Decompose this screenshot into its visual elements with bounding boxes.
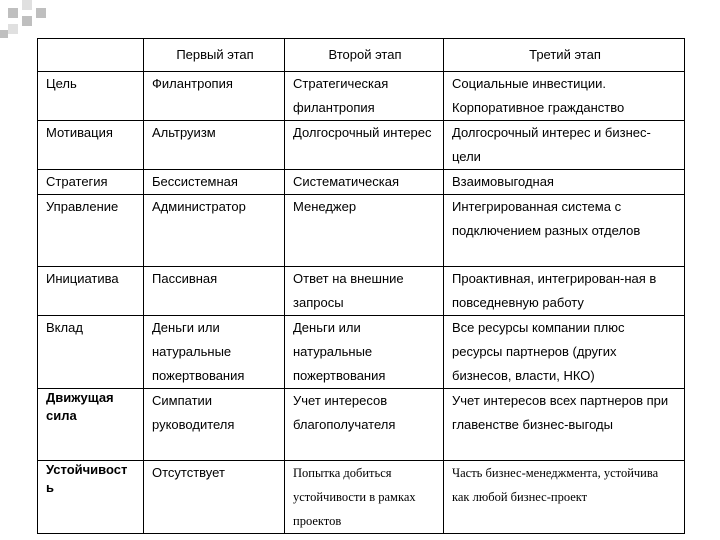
table-row xyxy=(38,72,685,121)
cell: Долгосрочный интерес и бизнес-цели xyxy=(444,121,685,170)
cell: Деньги или натуральные пожертвования xyxy=(144,316,285,389)
cell: Долгосрочный интерес xyxy=(285,121,444,170)
cell: Пассивная xyxy=(144,267,285,316)
row-label: Вклад xyxy=(38,316,144,389)
deco-square xyxy=(22,0,32,10)
cell: Ответ на внешние запросы xyxy=(285,267,444,316)
cell: Учет интересов благополучателя xyxy=(285,389,444,461)
deco-square xyxy=(8,8,18,18)
table-row xyxy=(38,461,685,534)
cell: Часть бизнес-менеджмента, устойчива как любой бизнес-проект xyxy=(444,461,685,534)
deco-square xyxy=(22,16,32,26)
row-label: Управление xyxy=(38,195,144,267)
row-label: Мотивация xyxy=(38,121,144,170)
header-row xyxy=(38,39,685,72)
header-stage-3: Третий этап xyxy=(444,39,685,72)
cell: Учет интересов всех партнеров при главенстве бизнес-выгоды xyxy=(444,389,685,461)
row-label: Движущая сила xyxy=(38,389,144,461)
row-label: Цель xyxy=(38,72,144,121)
table-row xyxy=(38,316,685,389)
stages-table xyxy=(37,38,685,534)
cell: Взаимовыгодная xyxy=(444,170,685,195)
row-label: Стратегия xyxy=(38,170,144,195)
deco-square xyxy=(0,30,8,38)
cell: Интегрированная система с подключением разных отделов xyxy=(444,195,685,267)
table-row xyxy=(38,267,685,316)
cell: Администратор xyxy=(144,195,285,267)
row-label: Инициатива xyxy=(38,267,144,316)
cell: Проактивная, интегрирован-ная в повседневную работу xyxy=(444,267,685,316)
cell: Систематическая xyxy=(285,170,444,195)
cell: Симпатии руководителя xyxy=(144,389,285,461)
cell: Социальные инвестиции. Корпоративное гражданство xyxy=(444,72,685,121)
deco-square xyxy=(8,24,18,34)
cell: Филантропия xyxy=(144,72,285,121)
table-row xyxy=(38,389,685,461)
cell: Альтруизм xyxy=(144,121,285,170)
deco-square xyxy=(36,8,46,18)
header-stage-1: Первый этап xyxy=(144,39,285,72)
row-label: Устойчивост ь xyxy=(38,461,144,534)
cell: Деньги или натуральные пожертвования xyxy=(285,316,444,389)
cell: Отсутствует xyxy=(144,461,285,534)
cell: Все ресурсы компании плюс ресурсы партнеров (других бизнесов, власти, НКО) xyxy=(444,316,685,389)
header-cell-empty xyxy=(38,39,144,72)
cell: Попытка добиться устойчивости в рамках проектов xyxy=(285,461,444,534)
cell: Стратегическая филантропия xyxy=(285,72,444,121)
cell: Менеджер xyxy=(285,195,444,267)
table-row xyxy=(38,121,685,170)
table-row xyxy=(38,170,685,195)
header-stage-2: Второй этап xyxy=(285,39,444,72)
cell: Бессистемная xyxy=(144,170,285,195)
table-row xyxy=(38,195,685,267)
